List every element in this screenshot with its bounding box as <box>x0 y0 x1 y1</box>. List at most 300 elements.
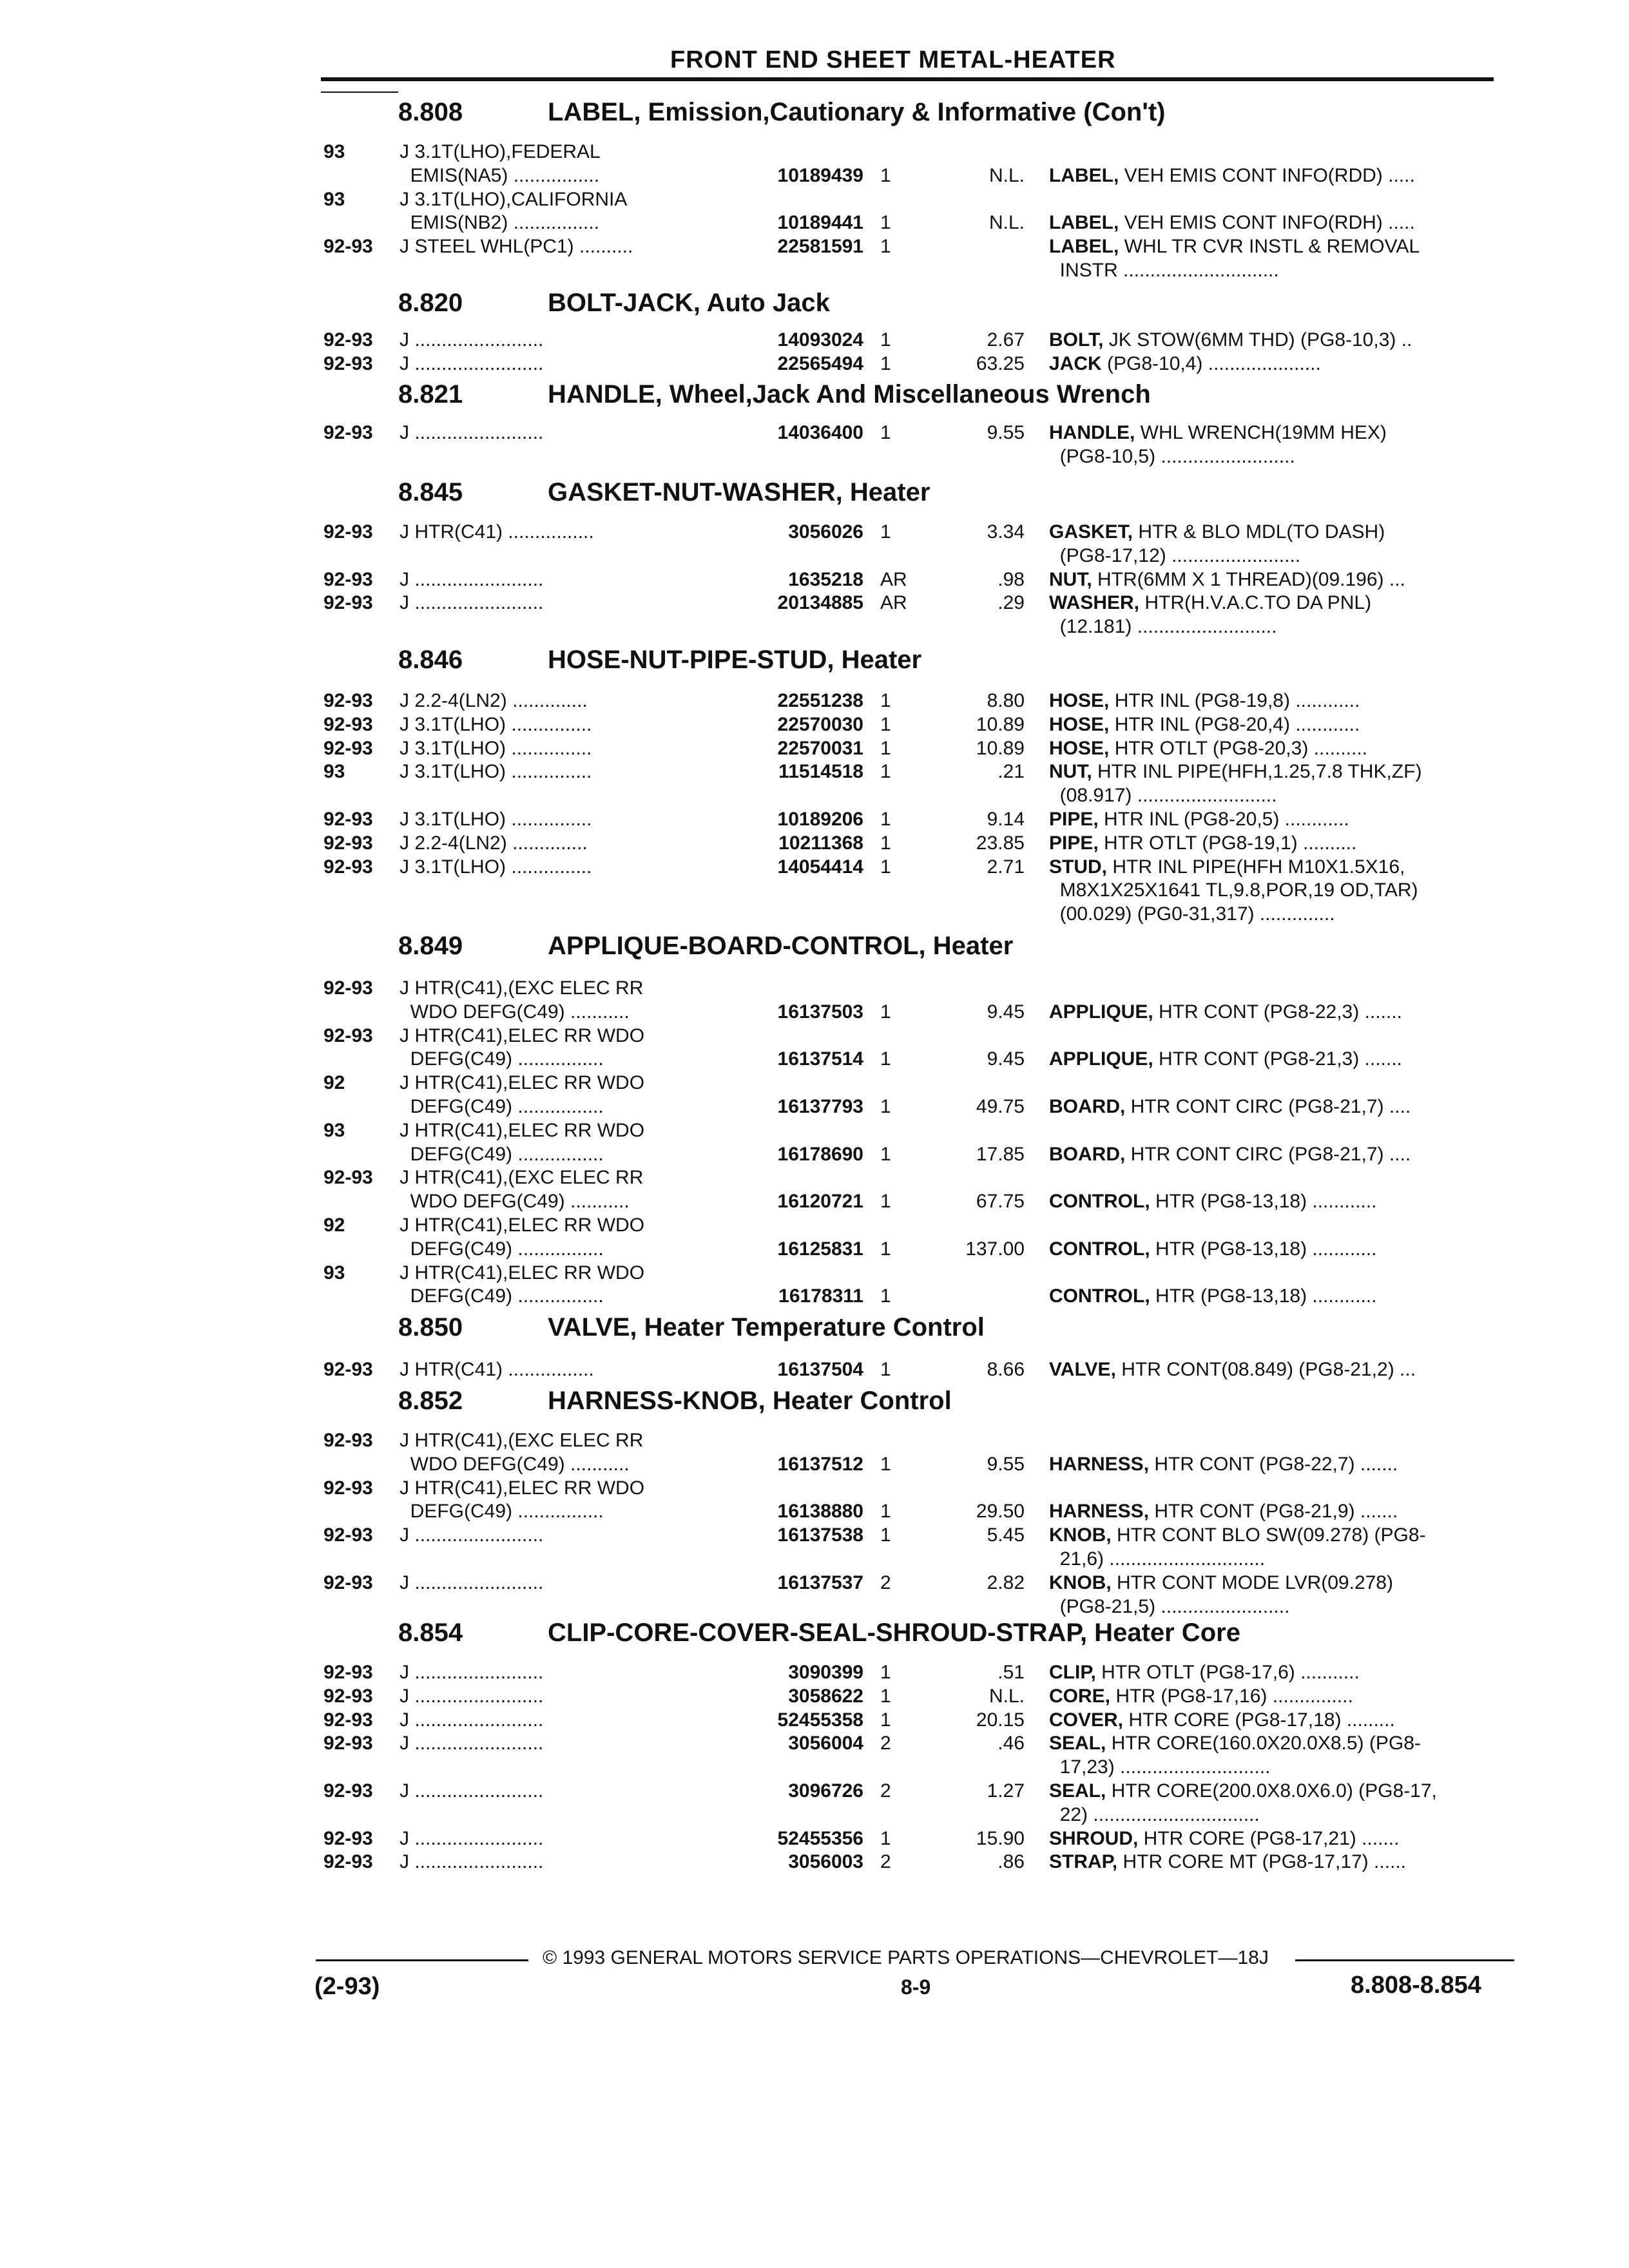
section-title: VALVE, Heater Temperature Control <box>548 1313 985 1341</box>
part-name <box>1049 1524 1507 1547</box>
part-name <box>1049 713 1507 736</box>
price: N.L. <box>988 1685 1025 1707</box>
part-number: 14093024 <box>777 329 863 351</box>
price: .46 <box>998 1733 1025 1754</box>
section-heading <box>0 380 1629 416</box>
part-name-noun: STUD, <box>1049 856 1107 878</box>
model-year: 92-93 <box>323 329 373 351</box>
quantity: 2 <box>880 1733 891 1754</box>
section-title: CLIP-CORE-COVER-SEAL-SHROUD-STRAP, Heater Core <box>548 1619 1240 1647</box>
usage-description: J ........................ <box>400 1662 544 1683</box>
part-number: 20134885 <box>777 592 863 614</box>
quantity: 1 <box>880 690 891 711</box>
price: .29 <box>998 592 1025 614</box>
part-name <box>1049 1548 1507 1571</box>
part-name-detail: VEH EMIS CONT INFO(RDH) ..... <box>1119 212 1415 234</box>
price: 29.50 <box>976 1501 1025 1523</box>
quantity: 2 <box>880 1851 891 1873</box>
part-name <box>1049 421 1507 445</box>
quantity: 1 <box>880 809 891 830</box>
part-name-noun: HARNESS, <box>1049 1453 1150 1475</box>
usage-description: J HTR(C41),ELEC RR WDO <box>400 1024 645 1046</box>
price: 49.75 <box>976 1096 1025 1117</box>
model-year: 92-93 <box>323 713 373 735</box>
model-year: 92-93 <box>323 1827 373 1849</box>
part-name <box>1049 1285 1507 1308</box>
model-year: 92-93 <box>323 1524 373 1546</box>
usage-description: J HTR(C41),(EXC ELEC RR <box>400 1430 644 1451</box>
part-name-detail: HTR CORE (PG8-17,21) ....... <box>1138 1827 1400 1849</box>
usage-description: J ........................ <box>400 352 544 374</box>
usage-description: WDO DEFG(C49) ........... <box>400 1001 630 1023</box>
section-number: 8.821 <box>398 380 463 408</box>
part-number: 16137514 <box>777 1048 863 1070</box>
part-name-detail: (PG8-10,4) ..................... <box>1101 352 1321 374</box>
usage-description: J HTR(C41),ELEC RR WDO <box>400 1072 645 1094</box>
usage-description: J 2.2-4(LN2) .............. <box>400 832 588 854</box>
usage-description: DEFG(C49) ................ <box>400 1285 604 1307</box>
quantity: 1 <box>880 1685 891 1707</box>
quantity: AR <box>880 568 907 590</box>
quantity: 1 <box>880 1709 891 1731</box>
part-name-detail: (PG8-10,5) ......................... <box>1049 445 1295 467</box>
part-name <box>1049 1850 1507 1874</box>
price: 10.89 <box>976 713 1025 735</box>
quantity: 1 <box>880 1285 891 1307</box>
price: 5.45 <box>987 1524 1025 1546</box>
price: .98 <box>998 568 1025 590</box>
part-name <box>1049 164 1507 187</box>
quantity: 2 <box>880 1780 891 1802</box>
part-name <box>1049 352 1507 376</box>
part-name <box>1049 737 1507 760</box>
part-number: 16137512 <box>777 1453 863 1475</box>
model-year: 92-93 <box>323 568 373 590</box>
part-name <box>1049 615 1507 639</box>
quantity: 1 <box>880 1238 891 1260</box>
part-number: 11514518 <box>778 761 863 783</box>
quantity: 1 <box>880 1662 891 1683</box>
price: 8.80 <box>987 690 1025 711</box>
price: 2.82 <box>987 1571 1025 1593</box>
quantity: 1 <box>880 737 891 759</box>
part-name <box>1049 1190 1507 1213</box>
part-name-detail: 17,23) ............................ <box>1049 1756 1271 1778</box>
part-number: 22565494 <box>777 352 863 374</box>
part-number: 52455358 <box>777 1709 863 1731</box>
price: .51 <box>998 1662 1025 1683</box>
part-name-noun: BOLT, <box>1049 329 1104 351</box>
quantity: 1 <box>880 329 891 351</box>
section-number: 8.845 <box>398 478 463 506</box>
part-name-noun: CORE, <box>1049 1685 1111 1707</box>
part-name <box>1049 1571 1507 1595</box>
part-number: 16120721 <box>777 1191 863 1213</box>
part-number: 22570030 <box>777 713 863 735</box>
part-number: 16137504 <box>777 1359 863 1380</box>
model-year: 93 <box>323 141 345 162</box>
part-number: 3090399 <box>788 1662 863 1683</box>
part-number: 3056003 <box>788 1851 863 1873</box>
section-heading <box>0 1619 1629 1655</box>
part-name <box>1049 832 1507 855</box>
quantity: 1 <box>880 521 891 543</box>
model-year: 93 <box>323 188 345 210</box>
part-name-detail: (08.917) .......................... <box>1049 785 1277 807</box>
part-name-detail: VEH EMIS CONT INFO(RDD) ..... <box>1119 164 1415 186</box>
section-number: 8.852 <box>398 1387 463 1415</box>
price: 3.34 <box>987 521 1025 543</box>
part-name-noun: CONTROL, <box>1049 1191 1150 1213</box>
part-name-detail: (PG8-21,5) ........................ <box>1049 1595 1290 1617</box>
price: N.L. <box>988 212 1025 234</box>
part-name-noun: JACK <box>1049 352 1102 374</box>
model-year: 92-93 <box>323 1359 373 1380</box>
price: 2.67 <box>987 329 1025 351</box>
part-name-detail: HTR OTLT (PG8-17,6) ........... <box>1095 1662 1360 1683</box>
price: 17.85 <box>976 1143 1025 1165</box>
part-name <box>1049 1732 1507 1755</box>
usage-description: J ........................ <box>400 1685 544 1707</box>
part-number: 52455356 <box>777 1827 863 1849</box>
part-name-detail: HTR CORE MT (PG8-17,17) ...... <box>1117 1851 1407 1873</box>
part-name-detail: HTR INL PIPE(HFH M10X1.5X16, <box>1107 856 1405 878</box>
quantity: 1 <box>880 212 891 234</box>
part-number: 14054414 <box>777 856 863 878</box>
usage-description: DEFG(C49) ................ <box>400 1048 604 1070</box>
model-year: 92-93 <box>323 1709 373 1731</box>
part-name-noun: CLIP, <box>1049 1662 1096 1683</box>
price: 9.55 <box>987 1453 1025 1475</box>
part-name <box>1049 784 1507 807</box>
price: 9.45 <box>987 1001 1025 1023</box>
part-name-detail: (00.029) (PG0-31,317) .............. <box>1049 903 1335 925</box>
part-name-detail: HTR INL (PG8-19,8) ............ <box>1109 690 1360 711</box>
part-name-detail: HTR (PG8-13,18) ............ <box>1150 1191 1377 1213</box>
usage-description: J ........................ <box>400 1827 544 1849</box>
section-heading <box>0 289 1629 325</box>
usage-description: DEFG(C49) ................ <box>400 1143 604 1165</box>
part-number: 16137537 <box>777 1571 863 1593</box>
part-name-noun: SEAL, <box>1049 1733 1106 1754</box>
quantity: 1 <box>880 1524 891 1546</box>
price: 1.27 <box>987 1780 1025 1802</box>
part-name-detail: M8X1X25X1641 TL,9.8,POR,19 OD,TAR) <box>1049 879 1418 901</box>
part-name-noun: NUT, <box>1049 568 1092 590</box>
part-number: 1635218 <box>788 568 863 590</box>
model-year: 92-93 <box>323 422 373 443</box>
model-year: 92-93 <box>323 809 373 830</box>
price: N.L. <box>988 164 1025 186</box>
usage-description: J 3.1T(LHO),CALIFORNIA <box>400 188 628 210</box>
part-name <box>1049 903 1507 926</box>
part-number: 3056026 <box>788 521 863 543</box>
part-name <box>1049 1827 1507 1850</box>
part-number: 22570031 <box>777 737 863 759</box>
footer-section-range: 8.808-8.854 <box>1351 1972 1481 1999</box>
part-name-detail: HTR & BLO MDL(TO DASH) <box>1133 521 1385 543</box>
usage-description: J HTR(C41) ................ <box>400 521 594 543</box>
usage-description: J 3.1T(LHO) ............... <box>400 713 592 735</box>
part-name-noun: PIPE, <box>1049 809 1099 830</box>
part-name-noun: KNOB, <box>1049 1571 1112 1593</box>
part-name <box>1049 1661 1507 1684</box>
usage-description: WDO DEFG(C49) ........... <box>400 1453 630 1475</box>
part-number: 16178311 <box>778 1285 863 1307</box>
model-year: 92-93 <box>323 1167 373 1189</box>
model-year: 92-93 <box>323 1024 373 1046</box>
price: 10.89 <box>976 737 1025 759</box>
quantity: 1 <box>880 1191 891 1213</box>
price: 2.71 <box>987 856 1025 878</box>
part-number: 14036400 <box>777 422 863 443</box>
part-number: 3058622 <box>788 1685 863 1707</box>
part-name <box>1049 1500 1507 1523</box>
footer-page-number: 8-9 <box>901 1975 931 1999</box>
model-year: 92 <box>323 1072 345 1094</box>
part-name <box>1049 1238 1507 1261</box>
model-year: 92-93 <box>323 1685 373 1707</box>
part-name-detail: HTR OTLT (PG8-19,1) .......... <box>1098 832 1357 854</box>
part-name-detail: HTR INL (PG8-20,5) ............ <box>1098 809 1349 830</box>
quantity: 1 <box>880 1359 891 1380</box>
price: 63.25 <box>976 352 1025 374</box>
quantity: 1 <box>880 1827 891 1849</box>
part-name-detail: HTR CONT (PG8-22,3) ....... <box>1153 1001 1402 1023</box>
part-name <box>1049 591 1507 615</box>
part-name-detail: (12.181) .......................... <box>1049 616 1277 638</box>
quantity: 1 <box>880 856 891 878</box>
part-name-detail: HTR CORE(200.0X8.0X6.0) (PG8-17, <box>1106 1780 1437 1802</box>
price: 15.90 <box>976 1827 1025 1849</box>
footer-date: (2-93) <box>314 1973 380 2000</box>
part-name-noun: NUT, <box>1049 761 1092 783</box>
part-name <box>1049 1143 1507 1166</box>
part-name-detail: HTR OTLT (PG8-20,3) .......... <box>1109 737 1367 759</box>
section-heading <box>0 1387 1629 1423</box>
part-number: 3096726 <box>788 1780 863 1802</box>
section-number: 8.846 <box>398 646 463 674</box>
part-name-noun: HOSE, <box>1049 713 1110 735</box>
part-name <box>1049 1595 1507 1619</box>
part-name-noun: COVER, <box>1049 1709 1124 1731</box>
part-name-detail: INSTR ............................. <box>1049 260 1279 281</box>
usage-description: J ........................ <box>400 1571 544 1593</box>
part-number: 16125831 <box>777 1238 863 1260</box>
usage-description: WDO DEFG(C49) ........... <box>400 1191 630 1213</box>
usage-description: J HTR(C41),(EXC ELEC RR <box>400 977 644 999</box>
part-name <box>1049 1803 1507 1827</box>
usage-description: J ........................ <box>400 592 544 614</box>
part-name-detail: HTR CONT CIRC (PG8-21,7) .... <box>1125 1096 1411 1117</box>
footer-copyright: © 1993 GENERAL MOTORS SERVICE PARTS OPERATIONS—CHEVROLET—18J <box>543 1947 1269 1968</box>
part-name-noun: VALVE, <box>1049 1359 1116 1380</box>
quantity: 1 <box>880 1501 891 1523</box>
part-name <box>1049 259 1507 282</box>
part-name-noun: HARNESS, <box>1049 1501 1150 1523</box>
part-name <box>1049 1685 1507 1708</box>
part-name <box>1049 760 1507 783</box>
part-name <box>1049 544 1507 568</box>
model-year: 92-93 <box>323 1851 373 1873</box>
part-name-noun: CONTROL, <box>1049 1285 1150 1307</box>
part-name-detail: HTR CONT MODE LVR(09.278) <box>1111 1571 1393 1593</box>
part-number: 10211368 <box>778 832 863 854</box>
usage-description: J HTR(C41),ELEC RR WDO <box>400 1215 645 1236</box>
part-name-noun: HANDLE, <box>1049 422 1135 443</box>
quantity: 2 <box>880 1571 891 1593</box>
model-year: 93 <box>323 761 345 783</box>
part-name-noun: HOSE, <box>1049 737 1110 759</box>
part-name-noun: BOARD, <box>1049 1096 1126 1117</box>
part-name <box>1049 445 1507 468</box>
model-year: 92-93 <box>323 592 373 614</box>
quantity: 1 <box>880 832 891 854</box>
price: 23.85 <box>976 832 1025 854</box>
part-number: 16178690 <box>777 1143 863 1165</box>
usage-description: J 3.1T(LHO) ............... <box>400 809 592 830</box>
part-name-detail: HTR CONT (PG8-21,9) ....... <box>1149 1501 1398 1523</box>
part-name <box>1049 856 1507 879</box>
part-name-noun: LABEL, <box>1049 212 1119 234</box>
part-name <box>1049 521 1507 544</box>
part-name-noun: LABEL, <box>1049 164 1119 186</box>
footer-rule-right <box>1295 1959 1514 1961</box>
part-name-detail: HTR CORE (PG8-17,18) ......... <box>1123 1709 1395 1731</box>
section-title: GASKET-NUT-WASHER, Heater <box>548 478 930 506</box>
usage-description: J ........................ <box>400 568 544 590</box>
model-year: 93 <box>323 1119 345 1141</box>
part-number: 16138880 <box>777 1501 863 1523</box>
part-name-detail: 22) ............................... <box>1049 1803 1260 1825</box>
model-year: 92 <box>323 1215 345 1236</box>
quantity: 1 <box>880 422 891 443</box>
price: 9.14 <box>987 809 1025 830</box>
footer-rule-left <box>316 1959 528 1961</box>
part-name-detail: HTR (PG8-17,16) ............... <box>1110 1685 1353 1707</box>
quantity: 1 <box>880 236 891 258</box>
usage-description: DEFG(C49) ................ <box>400 1501 604 1523</box>
section-title: HARNESS-KNOB, Heater Control <box>548 1387 952 1415</box>
part-name-detail: HTR CONT (PG8-22,7) ....... <box>1149 1453 1398 1475</box>
usage-description: J HTR(C41),ELEC RR WDO <box>400 1477 645 1499</box>
section-heading <box>0 478 1629 514</box>
part-name-noun: BOARD, <box>1049 1143 1126 1165</box>
part-name-detail: HTR CONT(08.849) (PG8-21,2) ... <box>1115 1359 1416 1380</box>
price: 20.15 <box>976 1709 1025 1731</box>
model-year: 92-93 <box>323 1477 373 1499</box>
usage-description: J 3.1T(LHO) ............... <box>400 737 592 759</box>
model-year: 92-93 <box>323 737 373 759</box>
section-number: 8.854 <box>398 1619 463 1647</box>
quantity: AR <box>880 592 907 614</box>
part-name <box>1049 689 1507 713</box>
usage-description: J HTR(C41) ................ <box>400 1359 594 1380</box>
quantity: 1 <box>880 1143 891 1165</box>
part-name-detail: JK STOW(6MM THD) (PG8-10,3) .. <box>1103 329 1412 351</box>
model-year: 92-93 <box>323 856 373 878</box>
model-year: 93 <box>323 1262 345 1283</box>
part-name-noun: GASKET, <box>1049 521 1133 543</box>
part-name <box>1049 568 1507 591</box>
price: 9.55 <box>987 422 1025 443</box>
usage-description: J ........................ <box>400 1780 544 1802</box>
usage-description: J 3.1T(LHO) ............... <box>400 761 592 783</box>
price: .86 <box>998 1851 1025 1873</box>
part-name <box>1049 1358 1507 1381</box>
part-name-noun: HOSE, <box>1049 690 1110 711</box>
section-title: HANDLE, Wheel,Jack And Miscellaneous Wrench <box>548 380 1151 408</box>
part-name-detail: HTR (PG8-13,18) ............ <box>1150 1238 1377 1260</box>
price: .21 <box>998 761 1025 783</box>
part-name-noun: WASHER, <box>1049 592 1140 614</box>
usage-description: J STEEL WHL(PC1) .......... <box>400 236 633 258</box>
part-number: 10189439 <box>777 164 863 186</box>
model-year: 92-93 <box>323 1733 373 1754</box>
part-name-noun: STRAP, <box>1049 1851 1118 1873</box>
section-number: 8.850 <box>398 1313 463 1341</box>
usage-description: J HTR(C41),ELEC RR WDO <box>400 1119 645 1141</box>
part-name-noun: APPLIQUE, <box>1049 1001 1153 1023</box>
model-year: 92-93 <box>323 1662 373 1683</box>
part-name <box>1049 808 1507 831</box>
part-name-detail: WHL WRENCH(19MM HEX) <box>1135 422 1387 443</box>
part-name <box>1049 1709 1507 1732</box>
part-name-detail: HTR CONT (PG8-21,3) ....... <box>1153 1048 1402 1070</box>
section-number: 8.808 <box>398 98 463 126</box>
section-number: 8.849 <box>398 932 463 960</box>
part-name <box>1049 1780 1507 1803</box>
section-heading <box>0 1313 1629 1349</box>
part-name <box>1049 235 1507 258</box>
model-year: 92-93 <box>323 236 373 258</box>
quantity: 1 <box>880 713 891 735</box>
section-heading <box>0 932 1629 968</box>
section-title: LABEL, Emission,Cautionary & Informative (Con't) <box>548 98 1166 126</box>
part-name <box>1049 329 1507 352</box>
part-name <box>1049 1453 1507 1476</box>
section-heading <box>0 98 1629 134</box>
model-year: 92-93 <box>323 690 373 711</box>
part-name <box>1049 211 1507 235</box>
usage-description: J 3.1T(LHO) ............... <box>400 856 592 878</box>
part-number: 22581591 <box>777 236 863 258</box>
model-year: 92-93 <box>323 1780 373 1802</box>
part-name-detail: 21,6) ............................. <box>1049 1548 1266 1570</box>
part-name-detail: WHL TR CVR INSTL & REMOVAL <box>1119 236 1420 258</box>
section-title: HOSE-NUT-PIPE-STUD, Heater <box>548 646 922 674</box>
part-number: 22551238 <box>777 690 863 711</box>
usage-description: J ........................ <box>400 422 544 443</box>
quantity: 1 <box>880 1453 891 1475</box>
part-name <box>1049 1756 1507 1779</box>
usage-description: DEFG(C49) ................ <box>400 1238 604 1260</box>
model-year: 92-93 <box>323 1571 373 1593</box>
price: 9.45 <box>987 1048 1025 1070</box>
usage-description: J 3.1T(LHO),FEDERAL <box>400 141 601 162</box>
model-year: 92-93 <box>323 1430 373 1451</box>
part-name-noun: LABEL, <box>1049 236 1119 258</box>
section-title: BOLT-JACK, Auto Jack <box>548 289 830 317</box>
part-name-detail: HTR (PG8-13,18) ............ <box>1150 1285 1377 1307</box>
part-name-noun: SHROUD, <box>1049 1827 1139 1849</box>
section-number: 8.820 <box>398 289 463 317</box>
part-name-detail: HTR CONT BLO SW(09.278) (PG8- <box>1111 1524 1426 1546</box>
price: 67.75 <box>976 1191 1025 1213</box>
price: 137.00 <box>965 1238 1025 1260</box>
quantity: 1 <box>880 1096 891 1117</box>
usage-description: J ........................ <box>400 1709 544 1731</box>
